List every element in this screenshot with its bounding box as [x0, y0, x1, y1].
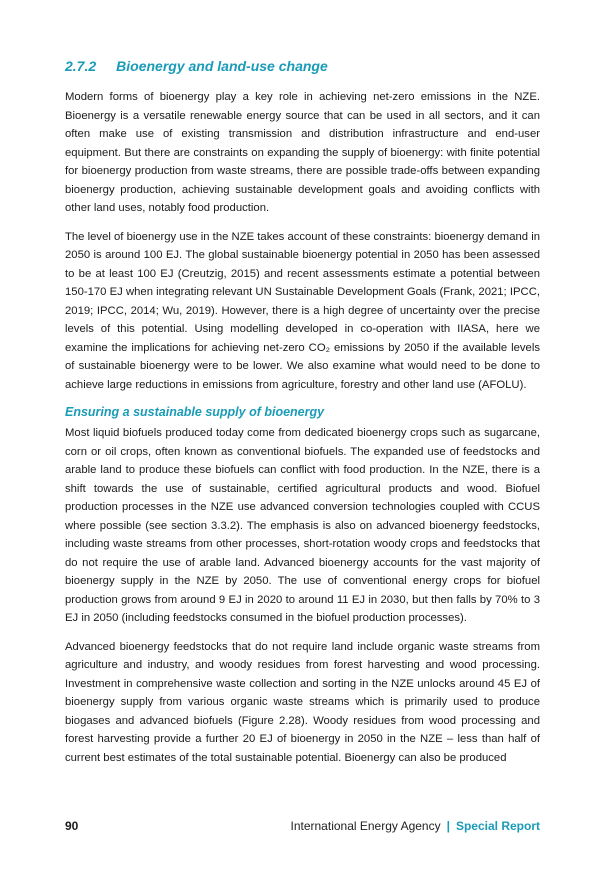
section-heading: [65, 58, 540, 74]
subsection-heading: Ensuring a sustainable supply of bioenergy: [65, 405, 325, 419]
page-content: [65, 58, 540, 777]
paragraph: Advanced bioenergy feedstocks that do not require land include organic waste streams from agriculture and industry, and woody residues from forest harvesting and wood processing. Investment in comprehensive waste collection and sorting in the NZE unlocks around 45 EJ of bioenergy supply from various organic waste streams which is primarily used to produce biogases and advanced biofuels (Figure 2.28). Woody residues from wood processing and forest harvesting provide a further 20 EJ of bioenergy in 2050 in the NZE – less than half of current best estimates of the total sustainable potential. Bioenergy can also be produced: [65, 640, 540, 764]
paragraph: Most liquid biofuels produced today come from dedicated bioenergy crops such as sugarcane, corn or oil crops, often known as conventional biofuels. The expanded use of feedstocks and arable land to produce these biofuels can conflict with food production. In the NZE, there is a shift towards the use of sustainable, certified agricultural products and wood. Biofuel production processes in the NZE use advanced conversion technologies coupled with CCUS where possible (see section 3.3.2). The emphasis is also on advanced bioenergy feedstocks, including waste streams from other processes, short-rotation woody crops and feedstocks that do not require the use of arable land. Advanced bioenergy accounts for the vast majority of bioenergy supply in the NZE by 2050. The use of conventional energy crops for biofuel production grows from around 9 EJ in 2020 to around 11 EJ in 2030, but then falls by 70% to 3 EJ in 2050 (including feedstocks consumed in the biofuel production processes).: [65, 427, 540, 624]
footer-report-label: Special Report: [455, 819, 540, 833]
paragraph: The level of bioenergy use in the NZE takes account of these constraints: bioenergy demand in 2050 is around 100 EJ. The global sustainable bioenergy potential in 2050 has been assessed to be at least 100 EJ (Creutzig, 2015) and recent assessments estimate a potential between 150-170 EJ when integrating relevant UN Sustainable Development Goals (Frank, 2021; IPCC, 2019; IPCC, 2014; Wu, 2019). However, there is a high degree of uncertainty over the precise levels of this potential. Using modelling developed in co-operation with IIASA, here we examine the implications for achieving net-zero CO₂ emissions by 2050 if the available levels of sustainable bioenergy were to be lower. We also examine what would need to be done to achieve large reductions in emissions from agriculture, forestry and other land use (AFOLU).: [65, 230, 540, 391]
section-number: 2.7.2: [65, 58, 97, 74]
page-number: 90: [65, 819, 79, 833]
footer-organization: International Energy Agency: [290, 819, 441, 833]
footer-separator: |: [446, 819, 450, 833]
page-footer: [65, 819, 540, 833]
section-title: Bioenergy and land-use change: [116, 58, 328, 74]
paragraph: Modern forms of bioenergy play a key role in achieving net-zero emissions in the NZE. Bioenergy is a versatile renewable energy source that can be used in all sectors, and it can often make use of existing transmission and distribution infrastructure and end-user equipment. But there are constraints on expanding the supply of bioenergy: with finite potential for bioenergy production from waste streams, there are possible trade-offs between expanding bioenergy production, achieving sustainable development goals and avoiding conflicts with other land uses, notably food production.: [65, 91, 540, 214]
footer-publication: [291, 819, 541, 833]
